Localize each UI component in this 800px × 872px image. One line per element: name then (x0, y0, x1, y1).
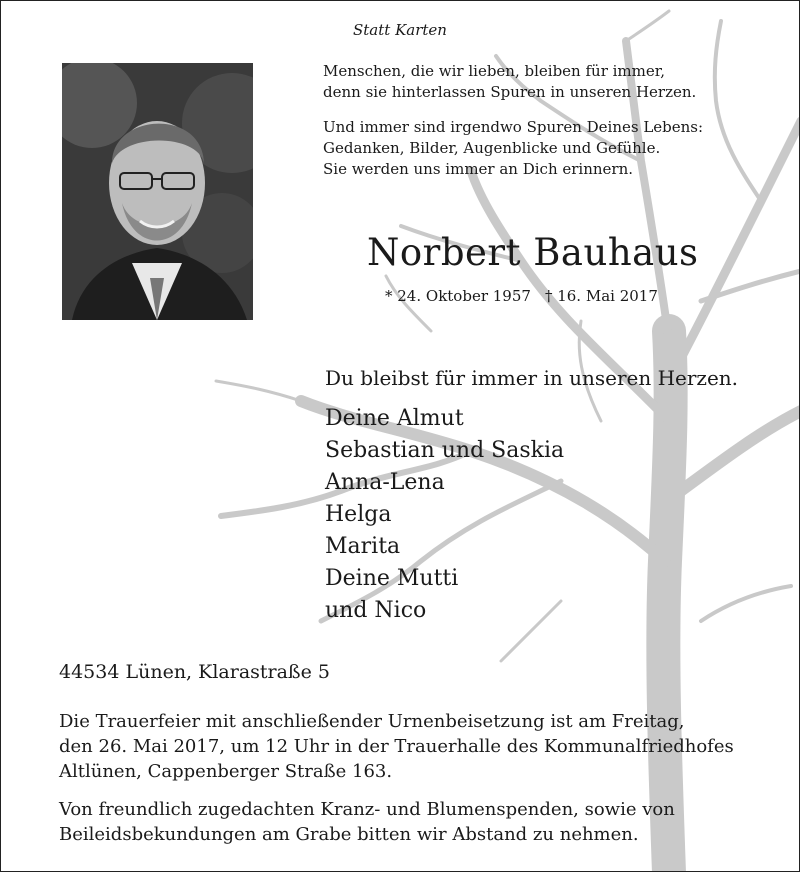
quote-line: Und immer sind irgendwo Spuren Deines Lebens: (323, 118, 704, 136)
header-statt-karten: Statt Karten (353, 21, 447, 39)
mourner: und Nico (325, 598, 427, 623)
quote-stanza-2 (323, 117, 703, 180)
portrait-icon (62, 63, 253, 320)
flowers-line: Von freundlich zugedachten Kranz- und Blumenspenden, sowie von (59, 799, 675, 820)
birth-date: * 24. Oktober 1957 (385, 287, 531, 305)
life-dates (385, 287, 658, 305)
mourner: Deine Almut (325, 406, 464, 431)
mourner: Sebastian und Saskia (325, 438, 565, 463)
funeral-info (59, 709, 759, 784)
funeral-line: den 26. Mai 2017, um 12 Uhr in der Trauerhalle des Kommunalfriedhofes (59, 736, 734, 757)
address: 44534 Lünen, Klarastraße 5 (59, 661, 331, 683)
quote-line: denn sie hinterlassen Spuren in unseren Herzen. (323, 83, 697, 101)
flowers-line: Beileidsbekundungen am Grabe bitten wir Abstand zu nehmen. (59, 824, 639, 845)
motto: Du bleibst für immer in unseren Herzen. (325, 366, 739, 390)
mourners-list (325, 403, 564, 627)
funeral-line: Altlünen, Cappenberger Straße 163. (59, 761, 393, 782)
quote-line: Sie werden uns immer an Dich erinnern. (323, 160, 634, 178)
quote-stanza-1 (323, 61, 696, 103)
quote-line: Gedanken, Bilder, Augenblicke und Gefühle. (323, 139, 661, 157)
mourner: Marita (325, 534, 401, 559)
deceased-name: Norbert Bauhaus (367, 231, 699, 274)
flowers-note (59, 797, 759, 847)
portrait-photo (62, 63, 253, 320)
mourner: Deine Mutti (325, 566, 459, 591)
funeral-line: Die Trauerfeier mit anschließender Urnenbeisetzung ist am Freitag, (59, 711, 685, 732)
death-date: † 16. Mai 2017 (544, 287, 658, 305)
mourner: Helga (325, 502, 392, 527)
quote-line: Menschen, die wir lieben, bleiben für immer, (323, 62, 666, 80)
mourner: Anna-Lena (325, 470, 445, 495)
